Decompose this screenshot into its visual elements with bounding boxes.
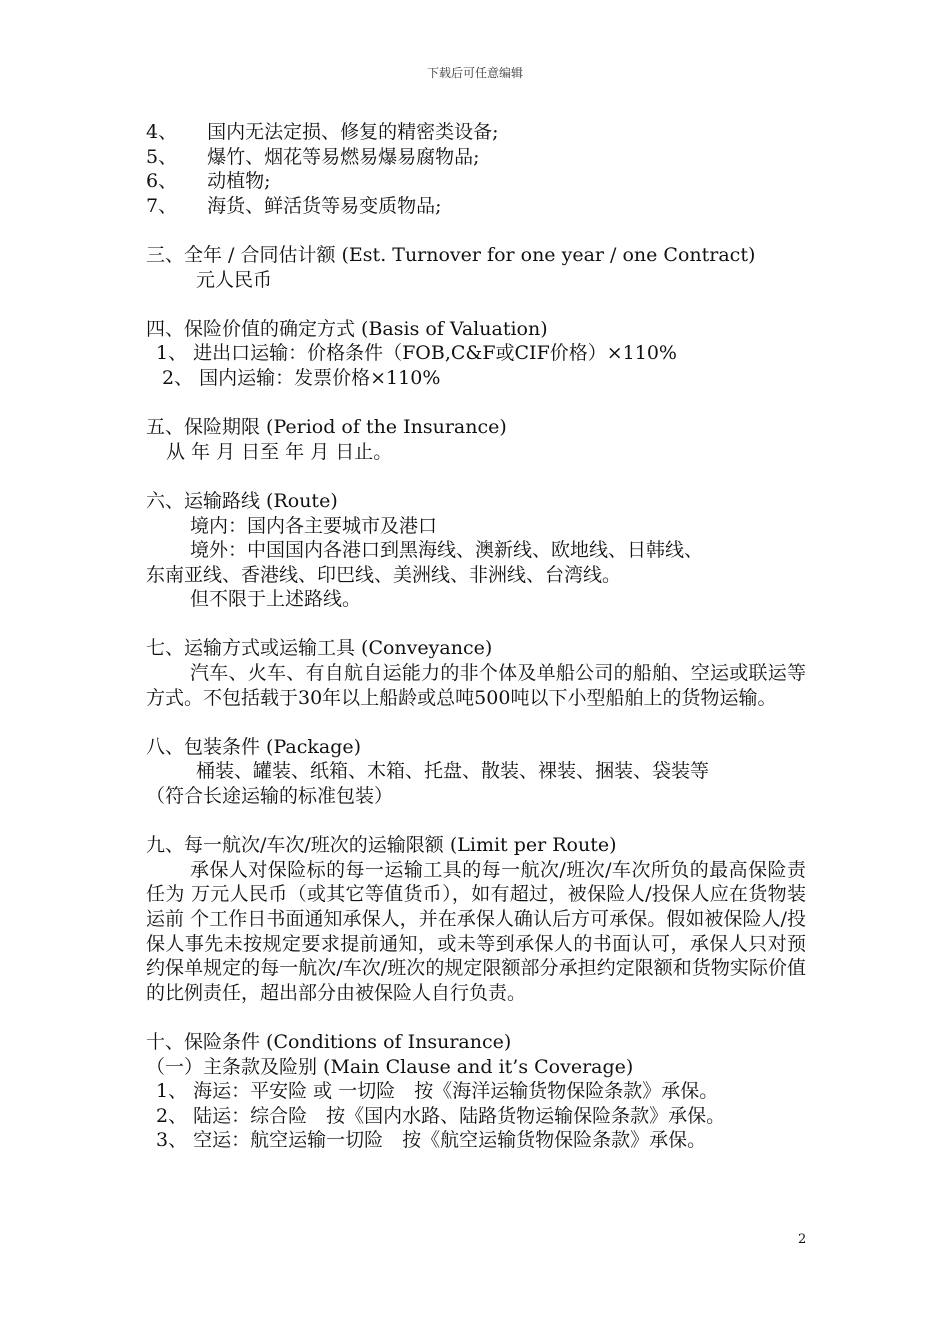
section-6-abroad: 境外：中国国内各港口到黑海线、澳新线、欧地线、日韩线、 [190,539,704,562]
section-10-title: 十、保险条件 (Conditions of Insurance) [146,1030,512,1053]
section-9-title: 九、每一航次/车次/班次的运输限额 (Limit per Route) [146,834,617,857]
section-8-line: （符合长途运输的标准包装） [146,785,394,808]
list-item: 4、 国内无法定损、修复的精密类设备; [146,121,499,143]
section-7-body: 汽车、火车、有自航自运能力的非个体及单船公司的船舶、空运或联运等方式。不包括载于30年以上船龄或总吨500吨以下小型船舶上的货物运输。 [146,662,806,709]
section-3-body: 元人民币 [196,268,273,291]
section-5-title: 五、保险期限 (Period of the Insurance) [146,416,507,439]
section-4-item: 1、 进出口运输：价格条件（FOB,C&F或CIF价格）×110% [156,342,677,365]
list-item: 7、 海货、鲜活货等易变质物品; [146,194,442,217]
page-header: 下载后可任意编辑 [426,66,523,80]
list-item: 5、 爆竹、烟花等易燃易爆易腐物品; [146,145,480,168]
section-10-item: 1、 海运：平安险 或 一切险 按《海洋运输货物保险条款》承保。 [156,1080,719,1103]
section-6-abroad-cont: 东南亚线、香港线、印巴线、美洲线、非洲线、台湾线。 [146,563,622,586]
section-5-body: 从 年 月 日至 年 月 日止。 [166,440,393,463]
section-8-title: 八、包装条件 (Package) [146,735,362,758]
section-6-domestic: 境内：国内各主要城市及港口 [190,514,438,537]
section-9-body: 承保人对保险标的每一运输工具的每一航次/班次/车次所负的最高保险责任为 万元人民币（或其它等值货币），如有超过，被保险人/投保人应在货物装运前 个工作日书面通知承保人，并在承保人确认后方可承保。假如被保险人/投保人事先未按规定要求提前通知，或未等到承保人的书面认可，承保人只对预约保单规定的每一航次/车次/班次的规定限额部分承担约定限额和货物实际价值的比例责任，超出部分由被保险人自行负责。 [146,858,806,1004]
section-7-title: 七、运输方式或运输工具 (Conveyance) [146,637,493,660]
list-item: 6、 动植物; [146,170,271,193]
section-3-title: 三、全年 / 合同估计额 (Est. Turnover for one year / one Contract) [146,243,756,266]
section-4-item: 2、 国内运输：发票价格×110% [162,366,441,389]
section-4-title: 四、保险价值的确定方式 (Basis of Valuation) [146,317,548,340]
section-10-subtitle: （一）主条款及险别 (Main Clause and it’s Coverage) [146,1055,634,1078]
section-6-title: 六、运输路线 (Route) [146,489,338,512]
document-body [146,120,806,1153]
page-number: 2 [798,1232,807,1247]
section-8-line: 桶装、罐装、纸箱、木箱、托盘、散装、裸装、捆装、袋装等 [196,760,710,783]
section-6-note: 但不限于上述路线。 [190,588,362,611]
section-10-item: 3、 空运：航空运输一切险 按《航空运输货物保险条款》承保。 [156,1129,707,1152]
section-10-item: 2、 陆运：综合险 按《国内水路、陆路货物运输保险条款》承保。 [156,1104,726,1127]
